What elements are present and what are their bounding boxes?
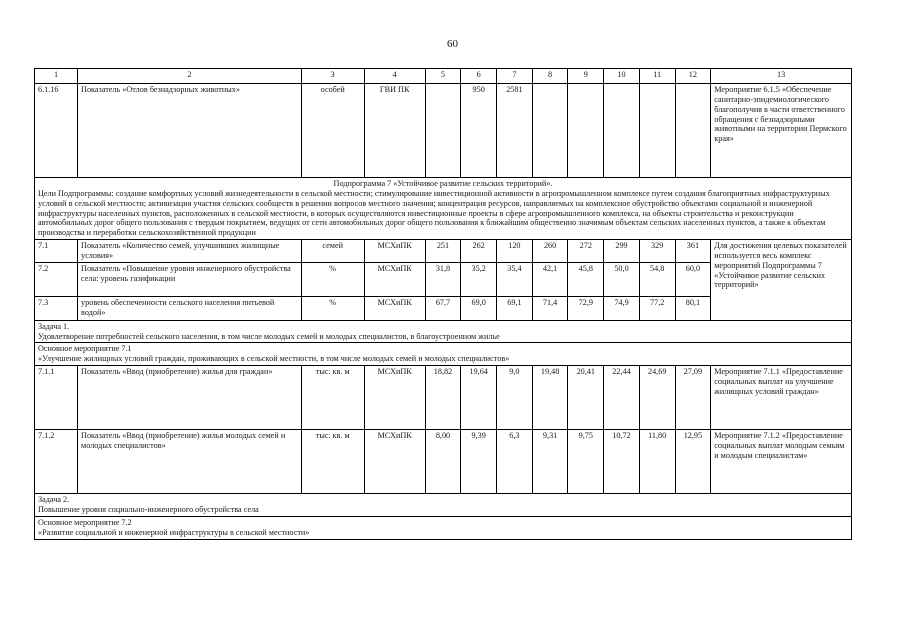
- col-header: 6: [461, 69, 497, 84]
- task-label: Задача 1.: [38, 321, 70, 331]
- unit: тыс. кв. м: [301, 430, 364, 494]
- row-number: 7.1: [35, 240, 78, 263]
- value: 20,41: [568, 366, 604, 430]
- value: [568, 84, 604, 178]
- col-header: 2: [78, 69, 302, 84]
- value: 60,0: [675, 262, 711, 296]
- col-header: 12: [675, 69, 711, 84]
- table-row: [35, 430, 852, 494]
- value: 361: [675, 240, 711, 263]
- value: [425, 84, 461, 178]
- task-cell: [35, 494, 852, 517]
- value: 9,39: [461, 430, 497, 494]
- subprogram-goals: Цели Подпрограммы: создание комфортных условий жизнедеятельности в сельской местности; стимулирование инвестиционной активности в агропромышленном комплексе путем создания благоприятных инфраструктурных условий в сельской местности; активизация участия сельских сообществ в решении вопросов местного значения; концентрация ресурсов, направляемых на комплексное обустройство объектами социальной и инженерной инфраструктуры населенных пунктов, расположенных в сельской местности, в которых осуществляются инвестиционные проекты в сфере агропромышленного комплекса, на объекты строительства и реконструкции автомобильных дорог общего пользования с твердым покрытием, ведущих от сети автомобильных дорог общего пользования к ближайшим общественно значимым объектам сельских населенных пунктов, а также к объектам производства и переработки сельскохозяйственной продукции: [38, 188, 830, 238]
- value: 54,8: [639, 262, 675, 296]
- indicator-name: Показатель «Количество семей, улучшивших жилищные условия»: [78, 240, 302, 263]
- unit: %: [301, 296, 364, 320]
- main-measure-text: «Улучшение жилищных условий граждан, проживающих в сельской местности, в том числе молодых семей и молодых специалистов»: [38, 354, 510, 364]
- row-number: 7.3: [35, 296, 78, 320]
- value: 329: [639, 240, 675, 263]
- value: 120: [497, 240, 533, 263]
- column-numbers-row: [35, 69, 852, 84]
- indicator-name: Показатель «Ввод (приобретение) жилья молодых семей и молодых специалистов»: [78, 430, 302, 494]
- unit: %: [301, 262, 364, 296]
- value: 18,82: [425, 366, 461, 430]
- value: 9,75: [568, 430, 604, 494]
- indicator-name: уровень обеспеченности сельского населения питьевой водой»: [78, 296, 302, 320]
- value: 19,64: [461, 366, 497, 430]
- col-header: 7: [497, 69, 533, 84]
- col-header: 3: [301, 69, 364, 84]
- measure: Мероприятие 7.1.2 «Предоставление социальных выплат молодым семьям и молодым специалистам»: [711, 430, 852, 494]
- value: 45,8: [568, 262, 604, 296]
- unit: особей: [301, 84, 364, 178]
- task-label: Задача 2.: [38, 495, 70, 505]
- value: 74,9: [604, 296, 640, 320]
- col-header: 9: [568, 69, 604, 84]
- value: 2581: [497, 84, 533, 178]
- measure: Для достижения целевых показателей используется весь комплекс мероприятий Подпрограммы 7 «Устойчивое развитие сельских территорий»: [711, 240, 852, 321]
- value: [604, 84, 640, 178]
- value: 19,48: [532, 366, 568, 430]
- value: 71,4: [532, 296, 568, 320]
- value: [639, 84, 675, 178]
- value: [675, 84, 711, 178]
- task-text: Удовлетворение потребностей сельского населения, в том числе молодых семей и молодых специалистов, в благоустроенном жилье: [38, 331, 500, 341]
- responsible: ГВИ ПК: [364, 84, 425, 178]
- page-number: 60: [447, 38, 458, 50]
- col-header: 10: [604, 69, 640, 84]
- value: 69,0: [461, 296, 497, 320]
- main-measure-text: «Развитие социальной и инженерной инфраструктуры в сельской местности»: [38, 527, 310, 537]
- value: 6,3: [497, 430, 533, 494]
- value: 12,95: [675, 430, 711, 494]
- task-row: [35, 320, 852, 343]
- main-measure-row: [35, 343, 852, 366]
- row-number: 7.1.2: [35, 430, 78, 494]
- value: 80,1: [675, 296, 711, 320]
- col-header: 8: [532, 69, 568, 84]
- responsible: МСХиПК: [364, 430, 425, 494]
- main-measure-cell: [35, 516, 852, 539]
- responsible: МСХиПК: [364, 240, 425, 263]
- task-row: [35, 494, 852, 517]
- responsible: МСХиПК: [364, 296, 425, 320]
- indicator-name: Показатель «Отлов безнадзорных животных»: [78, 84, 302, 178]
- value: 8,00: [425, 430, 461, 494]
- value: 67,7: [425, 296, 461, 320]
- col-header: 13: [711, 69, 852, 84]
- value: 35,2: [461, 262, 497, 296]
- col-header: 1: [35, 69, 78, 84]
- value: 9,0: [497, 366, 533, 430]
- unit: семей: [301, 240, 364, 263]
- value: [532, 84, 568, 178]
- value: 262: [461, 240, 497, 263]
- value: 299: [604, 240, 640, 263]
- table-row: [35, 240, 852, 263]
- value: 10,72: [604, 430, 640, 494]
- table-row: [35, 84, 852, 178]
- main-measure-row: [35, 516, 852, 539]
- unit: тыс. кв. м: [301, 366, 364, 430]
- subprogram-cell: [35, 178, 852, 240]
- value: 72,9: [568, 296, 604, 320]
- responsible: МСХиПК: [364, 262, 425, 296]
- col-header: 5: [425, 69, 461, 84]
- measure: Мероприятие 6.1.5 «Обеспечение санитарно-эпидемиологического благополучия в части ответственного обращения с безнадзорными животными на территории Пермского края»: [711, 84, 852, 178]
- value: 22,44: [604, 366, 640, 430]
- task-text: Повышение уровня социально-инженерного обустройства села: [38, 504, 259, 514]
- value: 950: [461, 84, 497, 178]
- col-header: 4: [364, 69, 425, 84]
- value: 260: [532, 240, 568, 263]
- value: 50,0: [604, 262, 640, 296]
- value: 251: [425, 240, 461, 263]
- measure: Мероприятие 7.1.1 «Предоставление социальных выплат на улучшение жилищных условий граждан»: [711, 366, 852, 430]
- main-measure-label: Основное мероприятие 7.2: [38, 517, 132, 527]
- subprogram-title: Подпрограмма 7 «Устойчивое развитие сельских территорий».: [333, 179, 553, 188]
- main-measure-cell: [35, 343, 852, 366]
- value: 27,09: [675, 366, 711, 430]
- main-measure-label: Основное мероприятие 7.1: [38, 344, 132, 354]
- responsible: МСХиПК: [364, 366, 425, 430]
- value: 42,1: [532, 262, 568, 296]
- value: 69,1: [497, 296, 533, 320]
- value: 77,2: [639, 296, 675, 320]
- row-number: 7.2: [35, 262, 78, 296]
- row-number: 6.1.16: [35, 84, 78, 178]
- subprogram-row: [35, 178, 852, 240]
- task-cell: [35, 320, 852, 343]
- value: 24,69: [639, 366, 675, 430]
- indicator-name: Показатель «Повышение уровня инженерного обустройства села: уровень газификации: [78, 262, 302, 296]
- indicators-table: [34, 68, 852, 540]
- value: 9,31: [532, 430, 568, 494]
- value: 11,80: [639, 430, 675, 494]
- value: 35,4: [497, 262, 533, 296]
- indicator-name: Показатель «Ввод (приобретение) жилья для граждан»: [78, 366, 302, 430]
- value: 272: [568, 240, 604, 263]
- table-row: [35, 366, 852, 430]
- col-header: 11: [639, 69, 675, 84]
- row-number: 7.1.1: [35, 366, 78, 430]
- value: 31,8: [425, 262, 461, 296]
